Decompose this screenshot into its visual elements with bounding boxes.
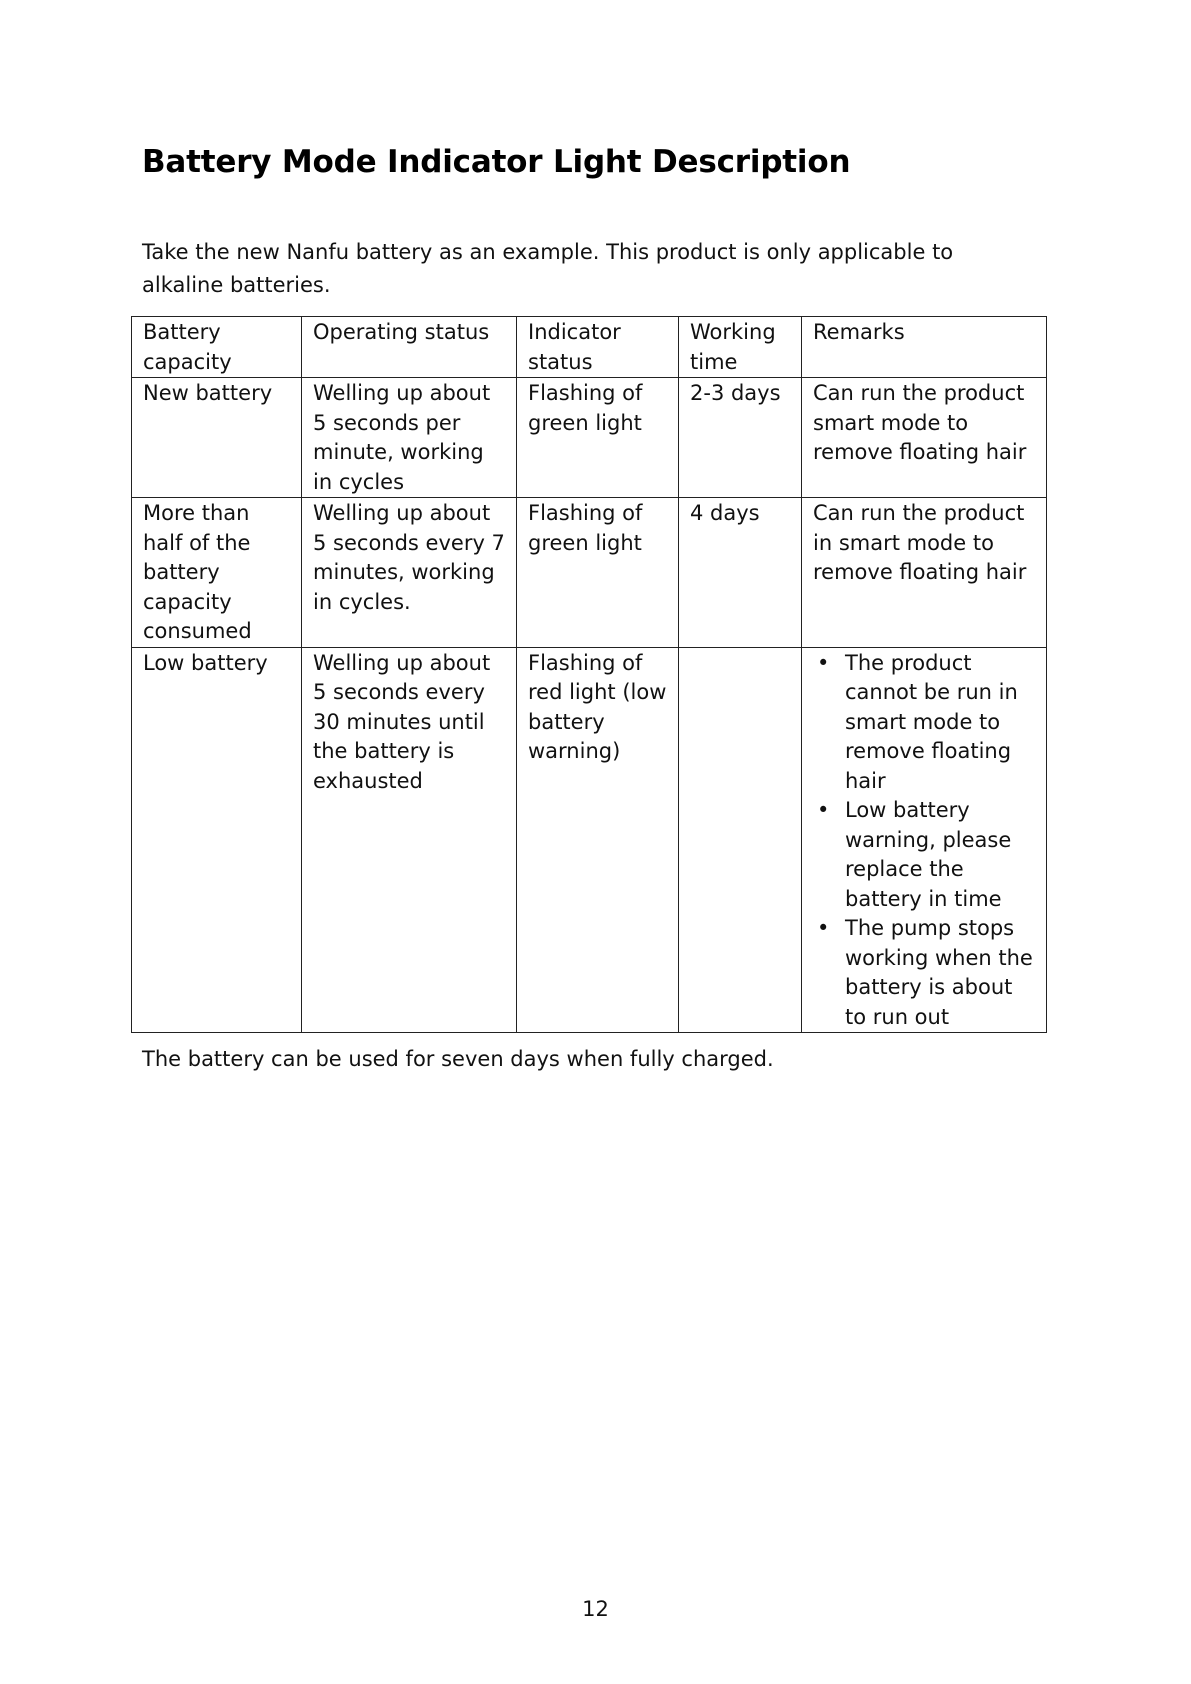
cell-remarks xyxy=(802,647,1047,1033)
cell-working-time xyxy=(679,647,802,1033)
list-item xyxy=(817,649,1038,797)
cell-indicator-status: Flashing of green light xyxy=(517,378,679,498)
cell-capacity: More than half of the battery capacity consumed xyxy=(132,498,302,648)
bullet-icon: • xyxy=(817,916,830,940)
cell-operating-status: Welling up about 5 seconds per minute, working in cycles xyxy=(302,378,517,498)
cell-remarks: Can run the product in smart mode to remove floating hair xyxy=(802,498,1047,648)
cell-operating-status: Welling up about 5 seconds every 7 minutes, working in cycles. xyxy=(302,498,517,648)
list-item-text: Low battery warning, please replace the battery in time xyxy=(845,798,1012,911)
list-item xyxy=(817,796,1038,914)
header-working-time: Working time xyxy=(679,317,802,378)
footer-note: The battery can be used for seven days when fully charged. xyxy=(142,1047,774,1071)
page-number: 12 xyxy=(582,1597,609,1621)
cell-capacity: Low battery xyxy=(132,647,302,1033)
page-title: Battery Mode Indicator Light Description xyxy=(142,144,851,180)
remarks-bullet-list xyxy=(813,649,1038,1033)
cell-remarks: Can run the product smart mode to remove floating hair xyxy=(802,378,1047,498)
cell-operating-status: Welling up about 5 seconds every 30 minutes until the battery is exhausted xyxy=(302,647,517,1033)
table-row xyxy=(132,498,1047,648)
table-row xyxy=(132,647,1047,1033)
header-remarks: Remarks xyxy=(802,317,1047,378)
battery-indicator-table xyxy=(131,316,1047,1033)
list-item xyxy=(817,914,1038,1032)
intro-paragraph: Take the new Nanfu battery as an example. This product is only applicable to alkaline batteries. xyxy=(142,240,954,297)
bullet-icon: • xyxy=(817,650,830,675)
cell-indicator-status: Flashing of green light xyxy=(517,498,679,648)
list-item-text: The product cannot be run in smart mode to remove floating hair xyxy=(845,650,1018,793)
table-header-row xyxy=(132,317,1047,378)
header-operating-status: Operating status xyxy=(302,317,517,378)
cell-capacity: New battery xyxy=(132,378,302,498)
header-indicator-status: Indicator status xyxy=(517,317,679,378)
cell-working-time: 4 days xyxy=(679,498,802,648)
cell-working-time: 2-3 days xyxy=(679,378,802,498)
bullet-icon: • xyxy=(817,798,830,822)
cell-indicator-status: Flashing of red light (low battery warning) xyxy=(517,647,679,1033)
header-battery-capacity: Battery capacity xyxy=(132,317,302,378)
list-item-text: The pump stops working when the battery is about to run out xyxy=(845,916,1033,1029)
table-row xyxy=(132,378,1047,498)
